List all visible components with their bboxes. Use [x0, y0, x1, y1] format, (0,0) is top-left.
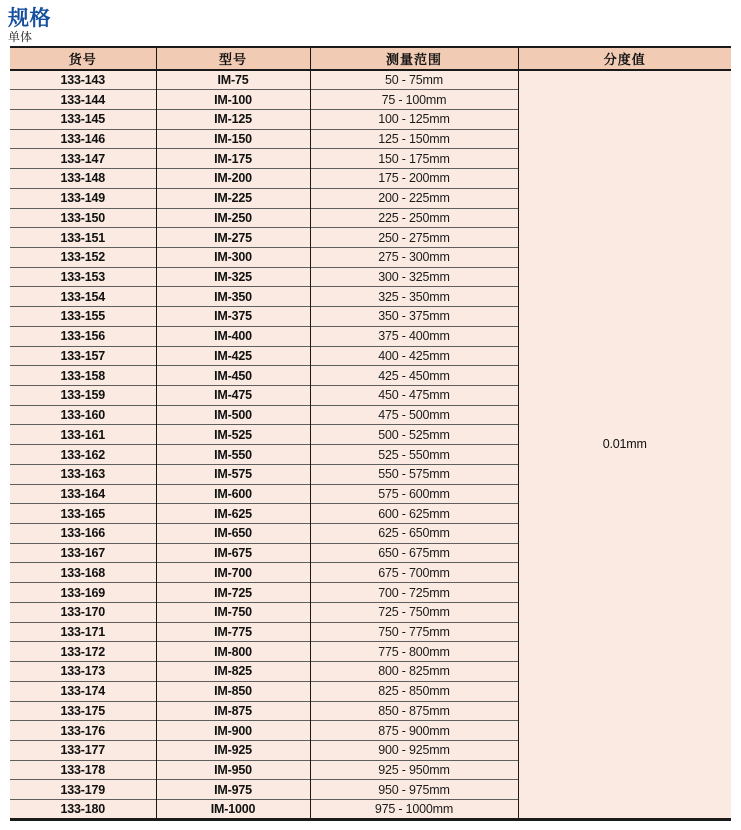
range-cell: 850 - 875mm	[310, 701, 518, 721]
model-cell: IM-650	[156, 524, 310, 544]
code-cell: 133-176	[10, 721, 156, 741]
code-cell: 133-168	[10, 563, 156, 583]
range-cell: 325 - 350mm	[310, 287, 518, 307]
model-cell: IM-275	[156, 228, 310, 248]
range-cell: 700 - 725mm	[310, 583, 518, 603]
code-cell: 133-157	[10, 346, 156, 366]
model-cell: IM-550	[156, 445, 310, 465]
range-cell: 925 - 950mm	[310, 760, 518, 780]
header-model: 型号	[156, 47, 310, 70]
model-cell: IM-775	[156, 622, 310, 642]
model-cell: IM-525	[156, 425, 310, 445]
code-cell: 133-148	[10, 169, 156, 189]
code-cell: 133-175	[10, 701, 156, 721]
code-cell: 133-145	[10, 109, 156, 129]
range-cell: 225 - 250mm	[310, 208, 518, 228]
range-cell: 450 - 475mm	[310, 386, 518, 406]
model-cell: IM-375	[156, 307, 310, 327]
model-cell: IM-350	[156, 287, 310, 307]
range-cell: 625 - 650mm	[310, 524, 518, 544]
model-cell: IM-900	[156, 721, 310, 741]
range-cell: 100 - 125mm	[310, 109, 518, 129]
model-cell: IM-875	[156, 701, 310, 721]
code-cell: 133-150	[10, 208, 156, 228]
table-header	[10, 47, 731, 70]
range-cell: 900 - 925mm	[310, 740, 518, 760]
code-cell: 133-159	[10, 386, 156, 406]
range-cell: 150 - 175mm	[310, 149, 518, 169]
range-cell: 175 - 200mm	[310, 169, 518, 189]
code-cell: 133-151	[10, 228, 156, 248]
model-cell: IM-125	[156, 109, 310, 129]
range-cell: 425 - 450mm	[310, 366, 518, 386]
model-cell: IM-250	[156, 208, 310, 228]
code-cell: 133-177	[10, 740, 156, 760]
code-cell: 133-152	[10, 247, 156, 267]
code-cell: 133-166	[10, 524, 156, 544]
code-cell: 133-164	[10, 484, 156, 504]
model-cell: IM-475	[156, 386, 310, 406]
code-cell: 133-146	[10, 129, 156, 149]
range-cell: 600 - 625mm	[310, 504, 518, 524]
model-cell: IM-825	[156, 662, 310, 682]
model-cell: IM-975	[156, 780, 310, 800]
model-cell: IM-75	[156, 70, 310, 90]
code-cell: 133-169	[10, 583, 156, 603]
code-cell: 133-161	[10, 425, 156, 445]
range-cell: 50 - 75mm	[310, 70, 518, 90]
code-cell: 133-160	[10, 405, 156, 425]
model-cell: IM-100	[156, 90, 310, 110]
header-code: 货号	[10, 47, 156, 70]
code-cell: 133-170	[10, 602, 156, 622]
range-cell: 550 - 575mm	[310, 464, 518, 484]
range-cell: 875 - 900mm	[310, 721, 518, 741]
range-cell: 650 - 675mm	[310, 543, 518, 563]
code-cell: 133-153	[10, 267, 156, 287]
table-subtitle: 单体	[8, 30, 33, 44]
code-cell: 133-173	[10, 662, 156, 682]
model-cell: IM-575	[156, 464, 310, 484]
code-cell: 133-165	[10, 504, 156, 524]
code-cell: 133-143	[10, 70, 156, 90]
code-cell: 133-178	[10, 760, 156, 780]
model-cell: IM-450	[156, 366, 310, 386]
model-cell: IM-600	[156, 484, 310, 504]
table-body	[10, 70, 731, 819]
model-cell: IM-675	[156, 543, 310, 563]
specification-table	[10, 46, 731, 821]
range-cell: 475 - 500mm	[310, 405, 518, 425]
code-cell: 133-158	[10, 366, 156, 386]
model-cell: IM-925	[156, 740, 310, 760]
range-cell: 125 - 150mm	[310, 129, 518, 149]
model-cell: IM-425	[156, 346, 310, 366]
model-cell: IM-225	[156, 188, 310, 208]
code-cell: 133-155	[10, 307, 156, 327]
range-cell: 725 - 750mm	[310, 602, 518, 622]
range-cell: 200 - 225mm	[310, 188, 518, 208]
model-cell: IM-325	[156, 267, 310, 287]
code-cell: 133-180	[10, 800, 156, 820]
code-cell: 133-179	[10, 780, 156, 800]
model-cell: IM-725	[156, 583, 310, 603]
range-cell: 250 - 275mm	[310, 228, 518, 248]
code-cell: 133-147	[10, 149, 156, 169]
code-cell: 133-167	[10, 543, 156, 563]
range-cell: 375 - 400mm	[310, 326, 518, 346]
model-cell: IM-1000	[156, 800, 310, 820]
model-cell: IM-300	[156, 247, 310, 267]
range-cell: 975 - 1000mm	[310, 800, 518, 820]
table-row	[10, 70, 731, 90]
code-cell: 133-174	[10, 681, 156, 701]
header-row	[10, 47, 731, 70]
range-cell: 300 - 325mm	[310, 267, 518, 287]
code-cell: 133-154	[10, 287, 156, 307]
model-cell: IM-200	[156, 169, 310, 189]
code-cell: 133-149	[10, 188, 156, 208]
code-cell: 133-162	[10, 445, 156, 465]
graduation-value-cell: 0.01mm	[518, 70, 731, 819]
range-cell: 525 - 550mm	[310, 445, 518, 465]
range-cell: 775 - 800mm	[310, 642, 518, 662]
model-cell: IM-700	[156, 563, 310, 583]
code-cell: 133-171	[10, 622, 156, 642]
code-cell: 133-156	[10, 326, 156, 346]
range-cell: 675 - 700mm	[310, 563, 518, 583]
header-range: 测量范围	[310, 47, 518, 70]
model-cell: IM-850	[156, 681, 310, 701]
code-cell: 133-163	[10, 464, 156, 484]
code-cell: 133-144	[10, 90, 156, 110]
range-cell: 825 - 850mm	[310, 681, 518, 701]
model-cell: IM-175	[156, 149, 310, 169]
code-cell: 133-172	[10, 642, 156, 662]
model-cell: IM-800	[156, 642, 310, 662]
model-cell: IM-400	[156, 326, 310, 346]
model-cell: IM-150	[156, 129, 310, 149]
model-cell: IM-625	[156, 504, 310, 524]
range-cell: 500 - 525mm	[310, 425, 518, 445]
header-graduation: 分度值	[518, 47, 731, 70]
range-cell: 275 - 300mm	[310, 247, 518, 267]
model-cell: IM-750	[156, 602, 310, 622]
range-cell: 750 - 775mm	[310, 622, 518, 642]
range-cell: 350 - 375mm	[310, 307, 518, 327]
range-cell: 75 - 100mm	[310, 90, 518, 110]
model-cell: IM-500	[156, 405, 310, 425]
range-cell: 400 - 425mm	[310, 346, 518, 366]
range-cell: 800 - 825mm	[310, 662, 518, 682]
model-cell: IM-950	[156, 760, 310, 780]
range-cell: 575 - 600mm	[310, 484, 518, 504]
range-cell: 950 - 975mm	[310, 780, 518, 800]
page-title: 规格	[8, 7, 51, 30]
